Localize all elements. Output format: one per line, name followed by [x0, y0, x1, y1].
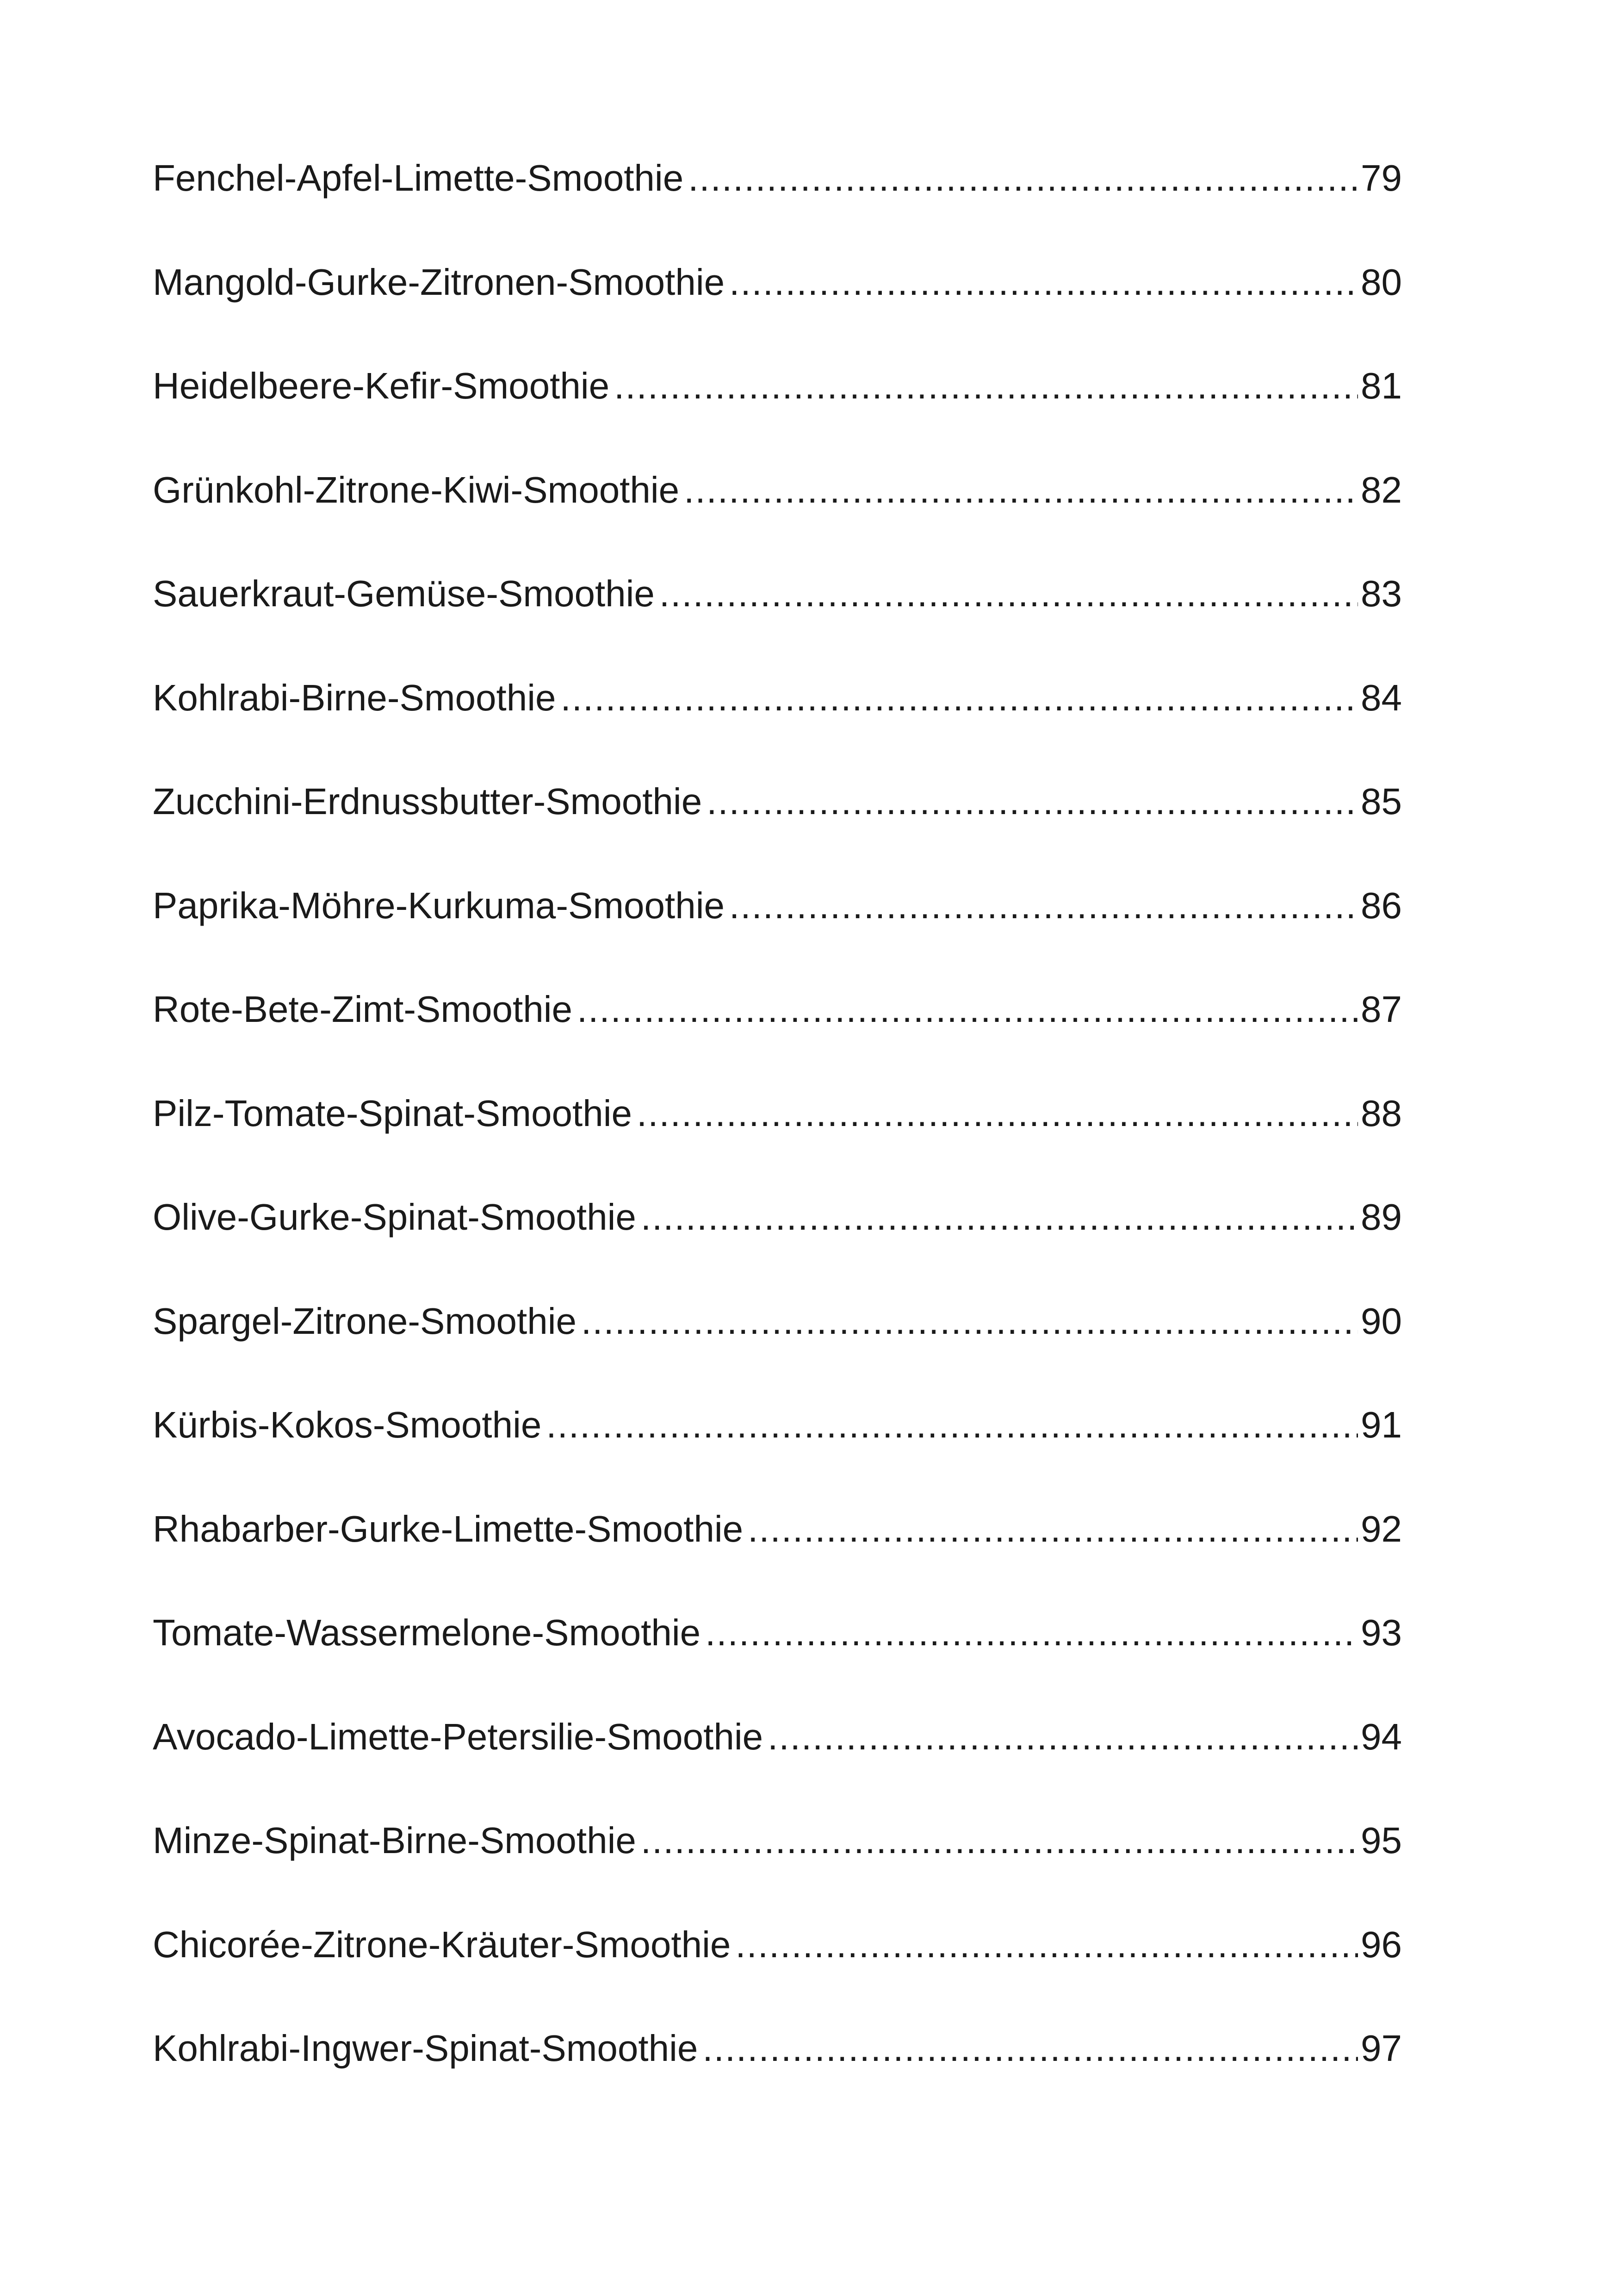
toc-dot-leader	[702, 2028, 1358, 2069]
toc-entry[interactable]	[153, 365, 1402, 469]
toc-dot-leader	[768, 1716, 1358, 1758]
toc-entry-page: 82	[1361, 469, 1402, 510]
toc-entry[interactable]	[153, 157, 1402, 261]
toc-entry-title: Fenchel-Apfel-Limette-Smoothie	[153, 157, 684, 199]
toc-entry-page: 89	[1361, 1196, 1402, 1238]
toc-dot-leader	[637, 1093, 1358, 1134]
toc-entry[interactable]	[153, 2028, 1402, 2132]
toc-entry-page: 90	[1361, 1300, 1402, 1342]
toc-entry-page: 85	[1361, 781, 1402, 822]
toc-dot-leader	[684, 469, 1358, 511]
toc-dot-leader	[561, 677, 1358, 719]
toc-entry[interactable]	[153, 1300, 1402, 1405]
toc-dot-leader	[705, 1612, 1358, 1654]
toc-entry[interactable]	[153, 1820, 1402, 1924]
toc-entry-title: Olive-Gurke-Spinat-Smoothie	[153, 1196, 636, 1238]
toc-entry-page: 92	[1361, 1508, 1402, 1549]
toc-entry[interactable]	[153, 1508, 1402, 1612]
toc-entry-title: Zucchini-Erdnussbutter-Smoothie	[153, 781, 702, 822]
toc-entry[interactable]	[153, 885, 1402, 989]
toc-entry-page: 84	[1361, 677, 1402, 718]
toc-entry[interactable]	[153, 781, 1402, 885]
toc-dot-leader	[546, 1404, 1358, 1446]
toc-entry[interactable]	[153, 261, 1402, 366]
toc-entry-title: Sauerkraut-Gemüse-Smoothie	[153, 573, 655, 614]
toc-dot-leader	[581, 1300, 1358, 1342]
toc-entry-title: Grünkohl-Zitrone-Kiwi-Smoothie	[153, 469, 680, 510]
toc-entry-title: Rote-Bete-Zimt-Smoothie	[153, 989, 572, 1030]
toc-entry-page: 79	[1361, 157, 1402, 199]
toc-entry-page: 88	[1361, 1092, 1402, 1134]
toc-dot-leader	[641, 1196, 1358, 1238]
toc-dot-leader	[729, 261, 1358, 303]
toc-entry[interactable]	[153, 989, 1402, 1093]
toc-dot-leader	[735, 1924, 1358, 1966]
toc-dot-leader	[614, 365, 1358, 407]
toc-entry-title: Kohlrabi-Birne-Smoothie	[153, 677, 556, 718]
toc-entry[interactable]	[153, 1612, 1402, 1716]
toc-entry-page: 91	[1361, 1404, 1402, 1445]
toc-entry-title: Heidelbeere-Kefir-Smoothie	[153, 365, 610, 406]
toc-entry-page: 86	[1361, 884, 1402, 926]
toc-dot-leader	[641, 1820, 1358, 1861]
toc-dot-leader	[729, 885, 1358, 927]
toc-entry[interactable]	[153, 1093, 1402, 1197]
toc-entry[interactable]	[153, 1404, 1402, 1508]
toc-entry[interactable]	[153, 1924, 1402, 2028]
toc-entry-title: Chicorée-Zitrone-Kräuter-Smoothie	[153, 1923, 731, 1965]
table-of-contents	[153, 157, 1402, 2132]
toc-entry[interactable]	[153, 469, 1402, 573]
toc-entry-title: Paprika-Möhre-Kurkuma-Smoothie	[153, 884, 725, 926]
toc-entry-title: Pilz-Tomate-Spinat-Smoothie	[153, 1092, 632, 1134]
toc-entry[interactable]	[153, 1716, 1402, 1820]
toc-entry-page: 96	[1361, 1923, 1402, 1965]
toc-entry-title: Kohlrabi-Ingwer-Spinat-Smoothie	[153, 2028, 698, 2069]
toc-dot-leader	[659, 573, 1358, 615]
toc-entry-title: Kürbis-Kokos-Smoothie	[153, 1404, 542, 1445]
toc-entry-title: Mangold-Gurke-Zitronen-Smoothie	[153, 261, 725, 303]
toc-dot-leader	[688, 157, 1358, 199]
toc-entry[interactable]	[153, 573, 1402, 677]
toc-entry-page: 93	[1361, 1612, 1402, 1653]
toc-entry-page: 94	[1361, 1716, 1402, 1757]
toc-dot-leader	[577, 989, 1358, 1030]
toc-entry-title: Tomate-Wassermelone-Smoothie	[153, 1612, 701, 1653]
toc-entry-page: 81	[1361, 365, 1402, 406]
toc-entry-page: 83	[1361, 573, 1402, 614]
toc-dot-leader	[748, 1508, 1358, 1550]
toc-entry[interactable]	[153, 1196, 1402, 1300]
toc-entry-page: 95	[1361, 1820, 1402, 1861]
toc-entry-title: Spargel-Zitrone-Smoothie	[153, 1300, 577, 1342]
toc-entry-title: Avocado-Limette-Petersilie-Smoothie	[153, 1716, 763, 1757]
toc-entry-page: 80	[1361, 261, 1402, 303]
toc-entry-page: 97	[1361, 2028, 1402, 2069]
toc-entry-page: 87	[1361, 989, 1402, 1030]
toc-entry-title: Rhabarber-Gurke-Limette-Smoothie	[153, 1508, 744, 1549]
toc-entry[interactable]	[153, 677, 1402, 781]
toc-entry-title: Minze-Spinat-Birne-Smoothie	[153, 1820, 636, 1861]
toc-dot-leader	[707, 781, 1358, 822]
